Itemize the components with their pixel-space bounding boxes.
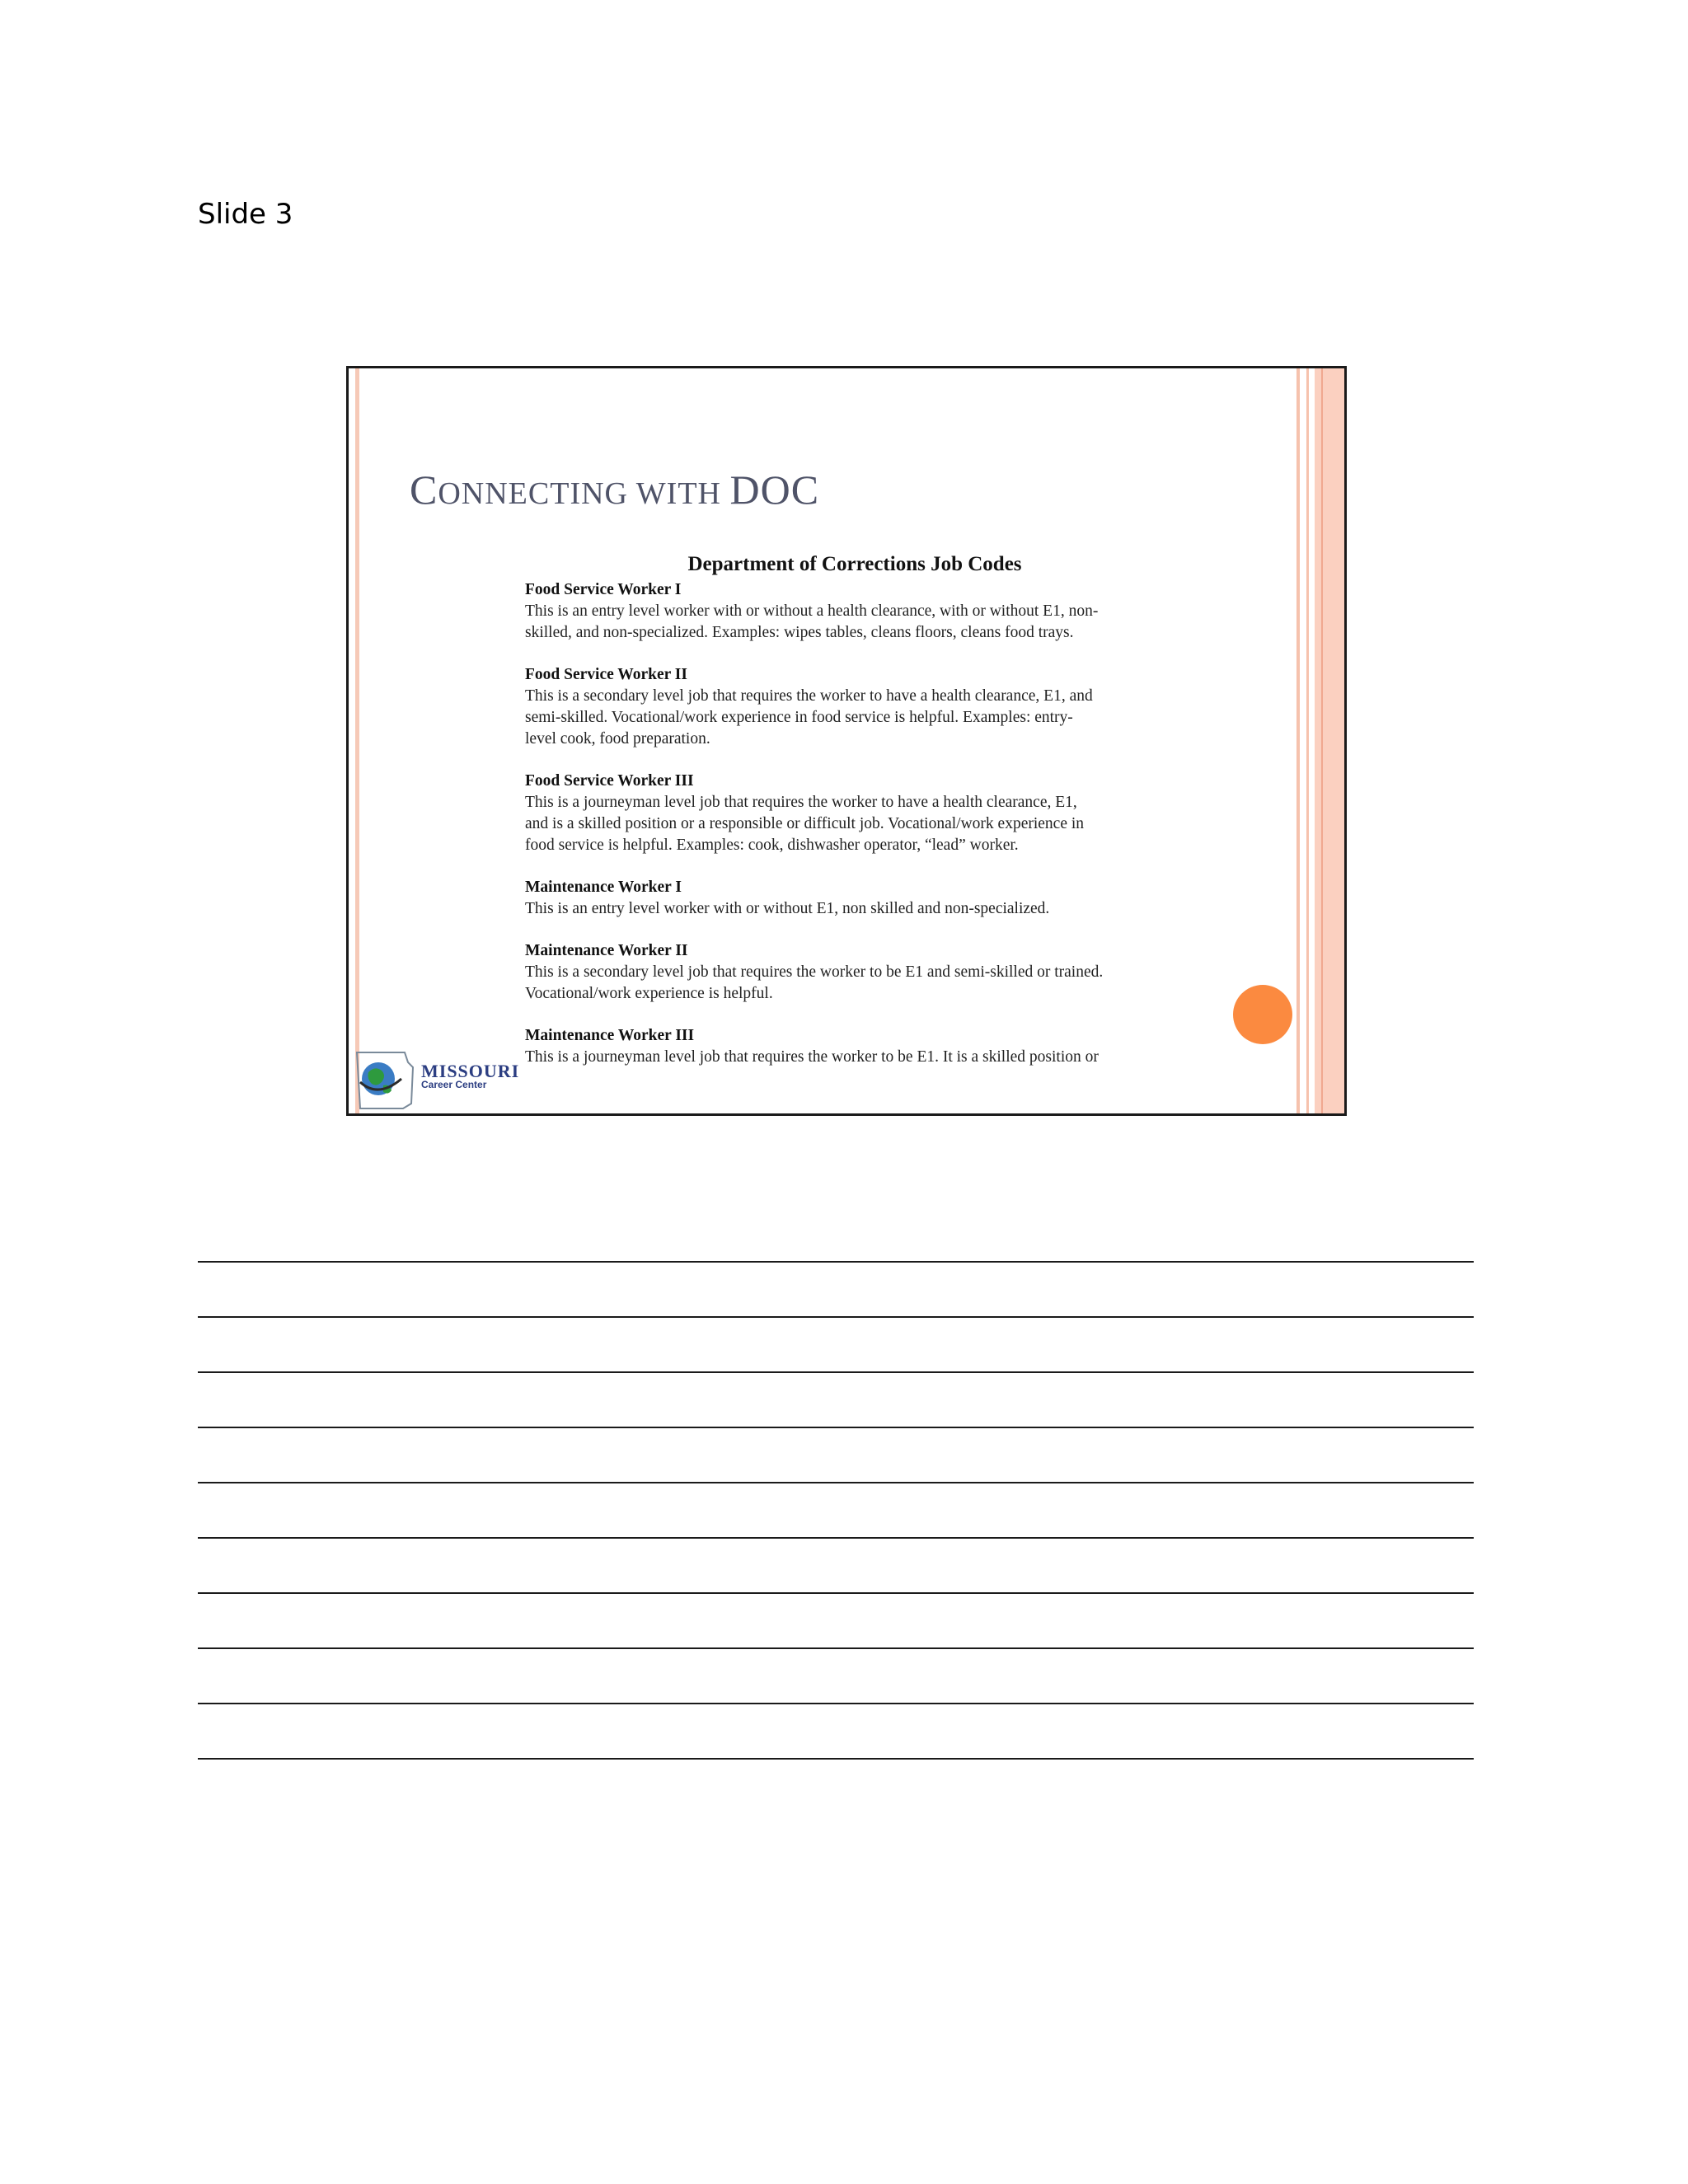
- logo-subtitle: Career Center: [421, 1079, 487, 1090]
- job-title: Food Service Worker II: [525, 666, 687, 683]
- note-line: [198, 1261, 1474, 1263]
- job-title: Food Service Worker I: [525, 581, 682, 598]
- job-item: [525, 940, 1217, 1005]
- job-description: This is a secondary level job that requires the worker to be E1 and semi-skilled or trained. Vocational/work experience is helpful.: [525, 963, 1104, 1002]
- note-line: [198, 1647, 1474, 1649]
- job-description: This is a journeyman level job that requires the worker to be E1. It is a skilled position or: [525, 1048, 1099, 1066]
- job-item: [525, 579, 1217, 644]
- logo-name: MISSOURI: [421, 1061, 520, 1081]
- note-line: [198, 1427, 1474, 1428]
- job-code-list: [525, 579, 1217, 1089]
- slide-thumbnail: [346, 366, 1347, 1116]
- right-accent-bars: [1296, 368, 1344, 1113]
- job-item: [525, 771, 1217, 856]
- slide-title: [410, 466, 819, 513]
- slide-number-label: Slide 3: [198, 198, 293, 231]
- note-line: [198, 1592, 1474, 1594]
- note-line: [198, 1703, 1474, 1704]
- job-title: Maintenance Worker III: [525, 1027, 695, 1044]
- job-description: This is a secondary level job that requires the worker to have a health clearance, E1, and semi-skilled. Vocational/work experience in food service is helpful. Examples: entry- level cook, food preparation.: [525, 687, 1093, 748]
- job-title: Maintenance Worker II: [525, 942, 688, 959]
- left-accent-bar: [355, 368, 359, 1113]
- note-line: [198, 1482, 1474, 1483]
- state-globe-icon: [354, 1046, 420, 1112]
- slide-title-smallcaps: ONNECTING WITH: [438, 476, 730, 511]
- note-line: [198, 1316, 1474, 1318]
- pointer-dot: [1233, 985, 1292, 1044]
- note-line: [198, 1537, 1474, 1539]
- job-description: This is an entry level worker with or without a health clearance, with or without E1, non- skilled, and non-specialized. Examples: wipes tables, cleans floors, cleans food trays.: [525, 602, 1099, 641]
- job-title: Food Service Worker III: [525, 772, 694, 790]
- note-line: [198, 1371, 1474, 1373]
- job-title: Maintenance Worker I: [525, 879, 682, 896]
- job-item: [525, 1025, 1217, 1068]
- slide-title-initial: C: [410, 466, 438, 513]
- slide-title-end: DOC: [729, 466, 820, 513]
- job-item: [525, 664, 1217, 750]
- document-heading: Department of Corrections Job Codes: [687, 553, 1022, 575]
- note-line: [198, 1758, 1474, 1760]
- job-description: This is an entry level worker with or without E1, non skilled and non-specialized.: [525, 900, 1050, 917]
- job-description: This is a journeyman level job that requires the worker to have a health clearance, E1, and is a skilled position or a responsible or difficult job. Vocational/work experience in food service is helpful. Examples: cook, dishwasher operator, “lead” worker.: [525, 794, 1085, 854]
- missouri-career-center-logo: [354, 1046, 518, 1112]
- job-item: [525, 877, 1217, 920]
